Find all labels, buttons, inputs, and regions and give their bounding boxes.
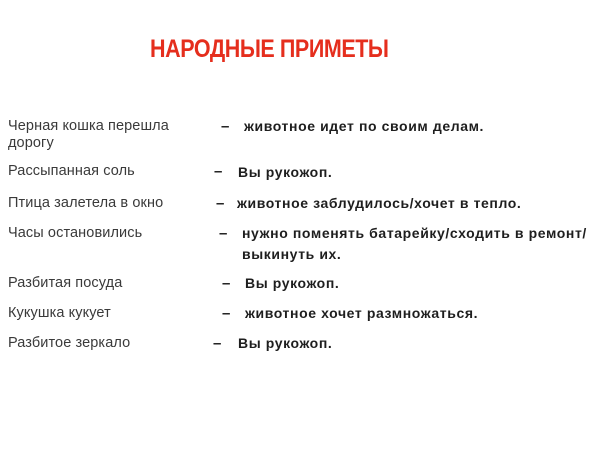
omen-meaning: Вы рукожоп.	[238, 164, 333, 180]
page-title: НАРОДНЫЕ ПРИМЕТЫ	[150, 35, 389, 63]
dash-separator: –	[213, 335, 222, 352]
dash-separator: –	[222, 275, 231, 292]
omen-sign: Разбитая посуда	[8, 275, 123, 291]
dash-separator: –	[214, 163, 223, 180]
omen-sign: Разбитое зеркало	[8, 335, 131, 351]
omen-sign: Птица залетела в окно	[8, 195, 164, 211]
dash-separator: –	[222, 305, 231, 322]
dash-separator: –	[216, 195, 225, 212]
omen-sign: Черная кошка перешла дорогу	[8, 118, 169, 151]
dash-separator: –	[221, 118, 230, 135]
omen-meaning: Вы рукожоп.	[238, 335, 333, 351]
omen-meaning: животное хочет размножаться.	[245, 305, 479, 321]
omen-meaning: животное идет по своим делам.	[244, 118, 485, 134]
omen-meaning: Вы рукожоп.	[245, 275, 340, 291]
dash-separator: –	[219, 225, 228, 242]
omen-meaning: животное заблудилось/хочет в тепло.	[237, 195, 522, 211]
omen-sign: Кукушка кукует	[8, 305, 111, 321]
omen-sign: Рассыпанная соль	[8, 163, 135, 179]
omen-meaning: нужно поменять батарейку/сходить в ремонт/выкинуть их.	[242, 225, 587, 262]
omen-sign: Часы остановились	[8, 225, 143, 241]
